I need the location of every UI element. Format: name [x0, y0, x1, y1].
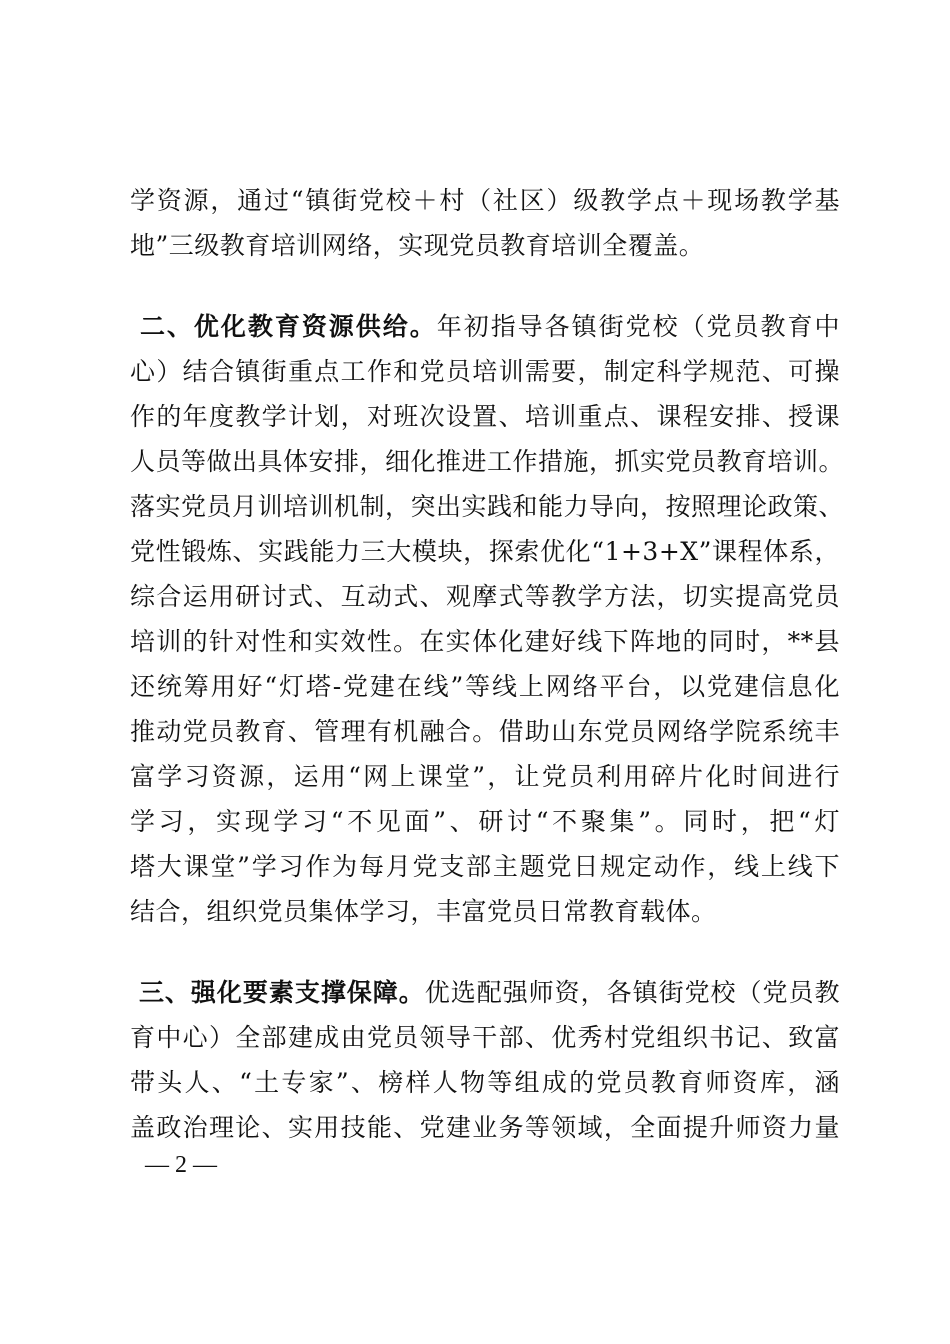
paragraph-2-line: 落实党员月训培训机制，突出实践和能力导向，按照理论政策、 [130, 492, 845, 521]
paragraph-2 [130, 304, 845, 934]
section-heading-3: 三、强化要素支撑保障。 [138, 978, 425, 1007]
paragraph-2-line: 人员等做出具体安排，细化推进工作措施，抓实党员教育培训。 [130, 447, 845, 476]
paragraph-2-line: 推动党员教育、管理有机融合。借助山东党员网络学院系统丰 [130, 717, 840, 746]
paragraph-2-first-line [130, 304, 840, 349]
paragraph-3-first-line [130, 970, 840, 1015]
paragraph-2-line: 塔大课堂”学习作为每月党支部主题党日规定动作，线上线下 [130, 852, 840, 881]
paragraph-3-line: 育中心）全部建成由党员领导干部、优秀村党组织书记、致富 [130, 1023, 840, 1052]
paragraph-2-line: 培训的针对性和实效性。在实体化建好线下阵地的同时，**县 [130, 627, 840, 656]
paragraph-1 [130, 178, 840, 268]
paragraph-1-line: 学资源，通过“镇街党校＋村（社区）级教学点＋现场教学基 [130, 186, 840, 215]
paragraph-3-first-line-text: 优选配强师资，各镇街党校（党员教 [424, 978, 840, 1007]
page-number: — 2 — [145, 1152, 217, 1178]
paragraph-1-line: 地”三级教育培训网络，实现党员教育培训全覆盖。 [130, 231, 705, 260]
paragraph-2-line: 综合运用研讨式、互动式、观摩式等教学方法，切实提高党员 [130, 582, 840, 611]
paragraph-2-first-line-text: 年初指导各镇街党校（党员教育中 [436, 312, 840, 341]
paragraph-2-line: 心）结合镇街重点工作和党员培训需要，制定科学规范、可操 [130, 357, 840, 386]
paragraph-2-line: 结合，组织党员集体学习，丰富党员日常教育载体。 [130, 897, 717, 926]
paragraph-2-line: 还统筹用好“灯塔-党建在线”等线上网络平台，以党建信息化 [130, 672, 840, 701]
paragraph-3-line: 盖政治理论、实用技能、党建业务等领域，全面提升师资力量 [130, 1113, 840, 1142]
paragraph-2-line: 学习，实现学习“不见面”、研讨“不聚集”。同时，把“灯 [130, 807, 840, 836]
section-heading-2: 二、优化教育资源供给。 [139, 312, 437, 341]
paragraph-2-line: 党性锻炼、实践能力三大模块，探索优化“1+3+X”课程体系， [130, 537, 840, 566]
paragraph-3-line: 带头人、“土专家”、榜样人物等组成的党员教育师资库，涵 [130, 1068, 840, 1097]
paragraph-2-line: 富学习资源，运用“网上课堂”，让党员利用碎片化时间进行 [130, 762, 840, 791]
paragraph-3 [130, 970, 840, 1150]
paragraph-2-line: 作的年度教学计划，对班次设置、培训重点、课程安排、授课 [130, 402, 840, 431]
